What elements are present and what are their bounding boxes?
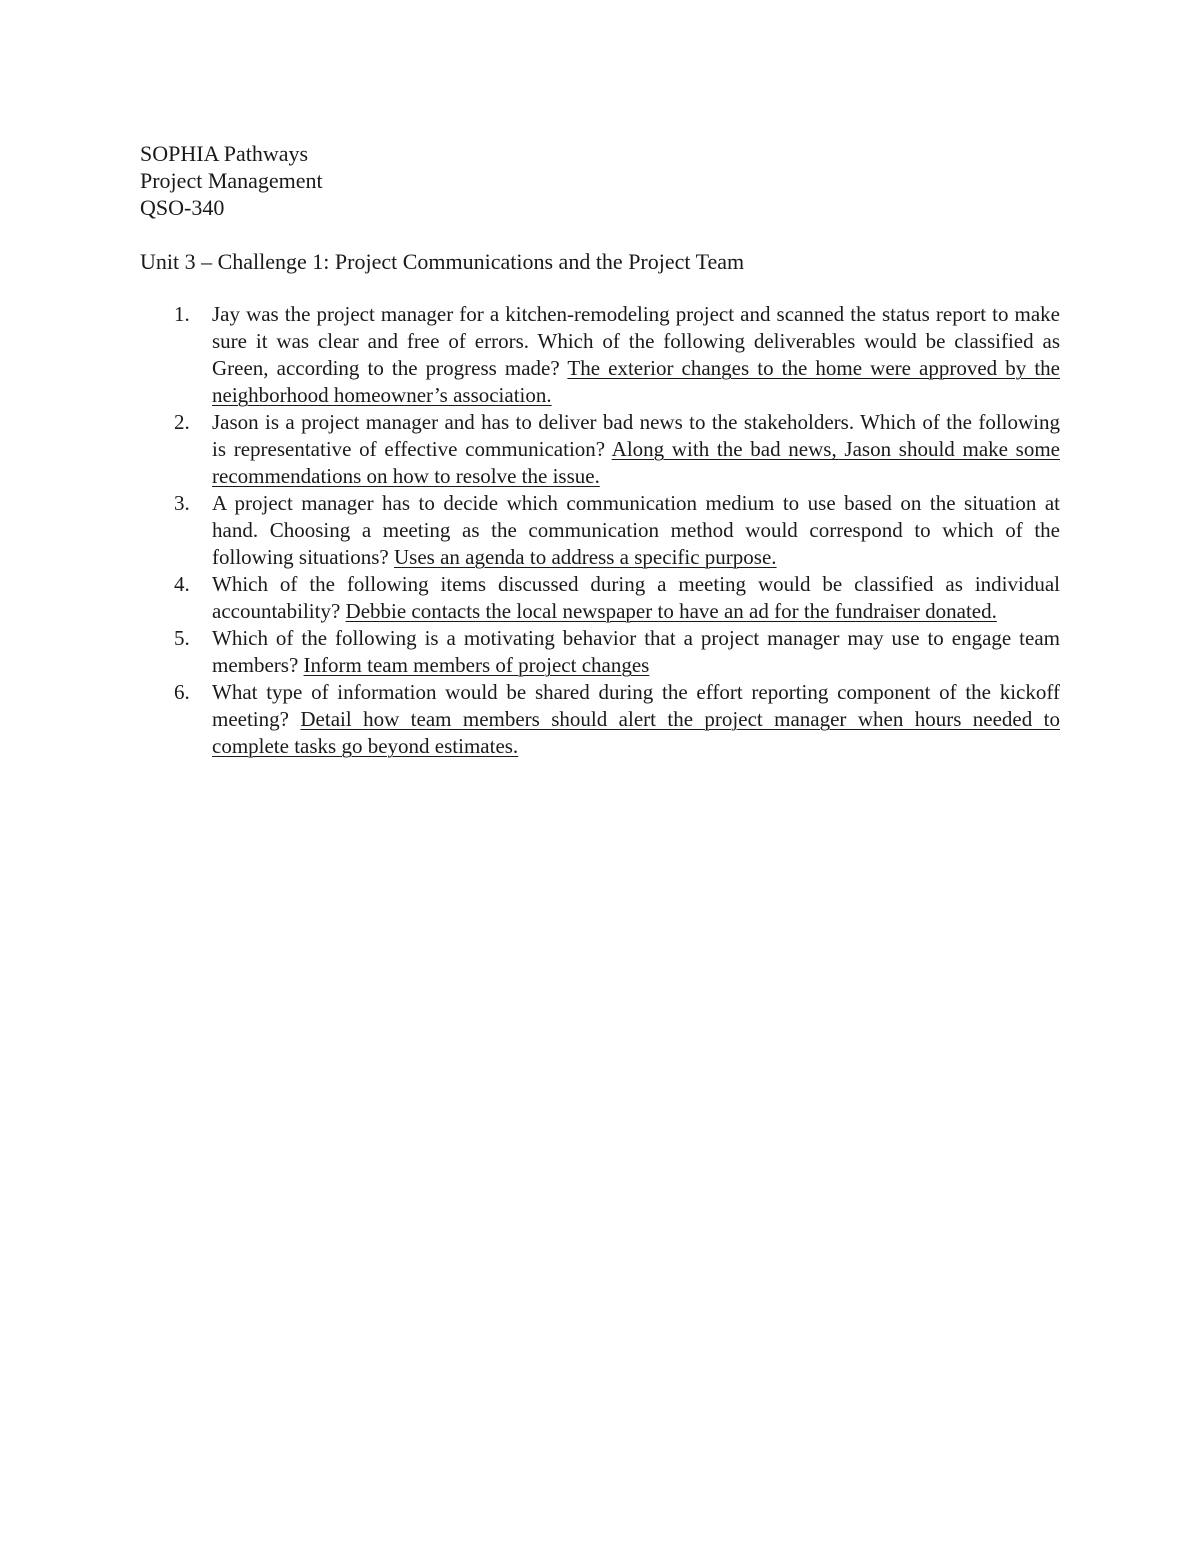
header-line-provider: SOPHIA Pathways: [140, 141, 309, 166]
question-number: 5.: [174, 626, 190, 650]
question-item: [140, 490, 1060, 571]
question-item: [140, 679, 1060, 760]
question-item: [140, 409, 1060, 490]
question-text: Which of the following items discussed during a meeting would be classified as individual accountability?: [212, 572, 1060, 623]
question-number: 6.: [174, 680, 190, 704]
question-text: Which of the following is a motivating behavior that a project manager may use to engage team members?: [212, 626, 1060, 677]
question-number: 4.: [174, 572, 190, 596]
question-number: 2.: [174, 410, 190, 434]
answer-text: The exterior changes to the home were approved by the neighborhood homeowner’s association.: [212, 356, 1060, 407]
answer-text: Uses an agenda to address a specific purpose.: [394, 545, 777, 569]
question-item: [140, 625, 1060, 679]
question-item: [140, 571, 1060, 625]
question-text: A project manager has to decide which communication medium to use based on the situation at hand. Choosing a meeting as the communication method would correspond to which of the following situations?: [212, 491, 1060, 569]
question-number: 1.: [174, 302, 190, 326]
answer-text: Debbie contacts the local newspaper to have an ad for the fundraiser donated.: [345, 599, 997, 623]
answer-text: Along with the bad news, Jason should make some recommendations on how to resolve the issue.: [212, 437, 1060, 488]
header-line-course: Project Management: [140, 168, 323, 193]
question-text: What type of information would be shared during the effort reporting component of the kickoff meeting?: [212, 680, 1060, 731]
question-list: [140, 301, 1060, 760]
answer-text: Detail how team members should alert the project manager when hours needed to complete tasks go beyond estimates.: [212, 707, 1060, 758]
question-text: Jay was the project manager for a kitchen-remodeling project and scanned the status report to make sure it was clear and free of errors. Which of the following deliverables would be classified as Green, according to the progress made?: [212, 302, 1060, 380]
document-content: [140, 140, 1060, 760]
question-number: 3.: [174, 491, 190, 515]
document-title: Unit 3 – Challenge 1: Project Communications and the Project Team: [140, 249, 745, 274]
answer-text: Inform team members of project changes: [303, 653, 650, 677]
question-item: [140, 301, 1060, 409]
header-line-code: QSO-340: [140, 195, 225, 220]
question-text: Jason is a project manager and has to deliver bad news to the stakeholders. Which of the following is representative of effective communication?: [212, 410, 1060, 461]
